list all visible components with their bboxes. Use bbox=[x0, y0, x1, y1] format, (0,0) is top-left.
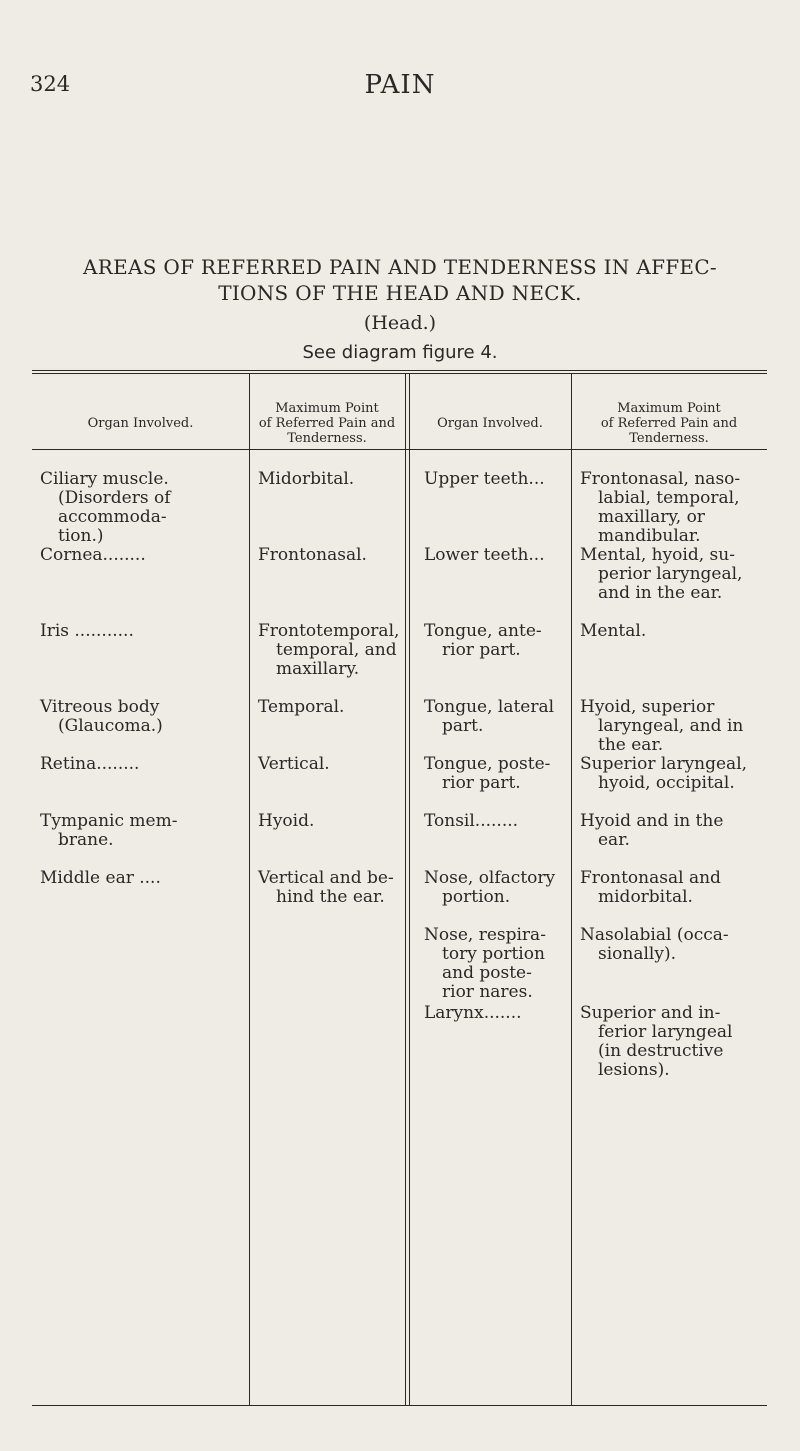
cell-line: rior part. bbox=[442, 773, 521, 793]
header-organ-left-text: Organ Involved. bbox=[87, 416, 194, 431]
left-point-ciliary bbox=[258, 470, 404, 489]
cell-line: and in the ear. bbox=[598, 583, 723, 603]
table-title-line-1: AREAS OF REFERRED PAIN AND TENDERNESS IN AFFEC- bbox=[83, 255, 717, 279]
left-organ-retina bbox=[40, 755, 245, 774]
cell-line: (Disorders of bbox=[58, 488, 171, 508]
right-organ-nose-respiratory bbox=[424, 926, 570, 1002]
left-organ-tympanic bbox=[40, 812, 245, 850]
left-organ-middle-ear bbox=[40, 869, 245, 888]
cell-line: Hyoid, superior bbox=[580, 697, 715, 717]
header-point-left-line: Tenderness. bbox=[287, 431, 367, 446]
cell-line: Midorbital. bbox=[258, 469, 355, 489]
cell-line: (in destructive bbox=[598, 1041, 724, 1061]
left-point-iris bbox=[258, 622, 404, 679]
header-point-right bbox=[571, 401, 767, 446]
cell-line: accommoda- bbox=[58, 507, 167, 527]
cell-line: midorbital. bbox=[598, 887, 693, 907]
cell-line: Upper teeth... bbox=[424, 469, 545, 489]
header-bottom-rule bbox=[32, 449, 767, 450]
cell-line: Vertical and be- bbox=[258, 868, 394, 888]
cell-line: Retina........ bbox=[40, 754, 140, 774]
cell-line: and poste- bbox=[442, 963, 532, 983]
cell-line: portion. bbox=[442, 887, 511, 907]
running-head: PAIN bbox=[364, 70, 436, 100]
cell-line: ear. bbox=[598, 830, 630, 850]
table-bottom-rule bbox=[32, 1405, 767, 1406]
header-point-right-line: of Referred Pain and bbox=[600, 416, 738, 431]
cell-line: (Glaucoma.) bbox=[58, 716, 163, 736]
cell-line: hyoid, occipital. bbox=[598, 773, 735, 793]
cell-line: Tongue, lateral bbox=[424, 697, 555, 717]
cell-line: Vitreous body bbox=[40, 697, 160, 717]
cell-line: tory portion bbox=[442, 944, 545, 964]
right-point-tonsil bbox=[580, 812, 766, 850]
column-divider-2b bbox=[409, 374, 410, 1405]
cell-line: ferior laryngeal bbox=[598, 1022, 733, 1042]
table-title-line-2: TIONS OF THE HEAD AND NECK. bbox=[218, 281, 582, 305]
header-point-right-line: Maximum Point bbox=[617, 401, 721, 416]
figure-reference-note: See diagram figure 4. bbox=[302, 342, 498, 363]
cell-line: Tonsil........ bbox=[424, 811, 519, 831]
cell-line: hind the ear. bbox=[276, 887, 385, 907]
right-organ-larynx bbox=[424, 1004, 570, 1023]
cell-line: rior part. bbox=[442, 640, 521, 660]
left-organ-cornea bbox=[40, 546, 245, 565]
cell-line: Larynx....... bbox=[424, 1003, 522, 1023]
right-organ-nose-olfactory bbox=[424, 869, 570, 907]
left-point-vitreous bbox=[258, 698, 404, 717]
cell-line: Nasolabial (occa- bbox=[580, 925, 729, 945]
cell-line: rior nares. bbox=[442, 982, 533, 1002]
left-point-tympanic bbox=[258, 812, 404, 831]
cell-line: temporal, and bbox=[276, 640, 397, 660]
cell-line: Frontonasal, naso- bbox=[580, 469, 741, 489]
cell-line: maxillary. bbox=[276, 659, 360, 679]
right-point-lower-teeth bbox=[580, 546, 766, 603]
cell-line: Vertical. bbox=[258, 754, 330, 774]
header-point-left-line: Maximum Point bbox=[275, 401, 379, 416]
cell-line: the ear. bbox=[598, 735, 664, 755]
cell-line: brane. bbox=[58, 830, 114, 850]
header-point-left bbox=[249, 401, 405, 446]
right-organ-upper-teeth bbox=[424, 470, 570, 489]
table-subtitle: (Head.) bbox=[363, 312, 437, 334]
header-point-right-line: Tenderness. bbox=[629, 431, 709, 446]
cell-line: Mental. bbox=[580, 621, 647, 641]
cell-line: Mental, hyoid, su- bbox=[580, 545, 735, 565]
table-top-rule bbox=[32, 370, 767, 371]
left-point-retina bbox=[258, 755, 404, 774]
cell-line: Nose, olfactory bbox=[424, 868, 556, 888]
right-point-nose-olfactory bbox=[580, 869, 766, 907]
right-point-larynx bbox=[580, 1004, 766, 1080]
cell-line: perior laryngeal, bbox=[598, 564, 743, 584]
right-organ-tongue-lateral bbox=[424, 698, 570, 736]
cell-line: mandibular. bbox=[598, 526, 701, 546]
right-point-tongue-lateral bbox=[580, 698, 766, 755]
left-organ-vitreous bbox=[40, 698, 245, 736]
cell-line: Tongue, ante- bbox=[424, 621, 542, 641]
cell-line: Tympanic mem- bbox=[40, 811, 178, 831]
cell-line: Cornea........ bbox=[40, 545, 146, 565]
right-point-nose-respiratory bbox=[580, 926, 766, 964]
right-organ-lower-teeth bbox=[424, 546, 570, 565]
header-organ-right-text: Organ Involved. bbox=[437, 416, 543, 431]
left-point-middle-ear bbox=[258, 869, 404, 907]
left-organ-ciliary bbox=[40, 470, 245, 546]
cell-line: Frontotemporal, bbox=[258, 621, 400, 641]
cell-line: laryngeal, and in bbox=[598, 716, 744, 736]
right-point-upper-teeth bbox=[580, 470, 766, 546]
column-divider-2 bbox=[405, 374, 406, 1405]
cell-line: Ciliary muscle. bbox=[40, 469, 169, 489]
cell-line: Iris ........... bbox=[40, 621, 134, 641]
right-point-tongue-posterior bbox=[580, 755, 766, 793]
cell-line: Tongue, poste- bbox=[424, 754, 551, 774]
header-organ-left bbox=[32, 416, 249, 431]
cell-line: sionally). bbox=[598, 944, 676, 964]
header-organ-right bbox=[409, 416, 571, 431]
cell-line: Superior laryngeal, bbox=[580, 754, 748, 774]
cell-line: tion.) bbox=[58, 526, 104, 546]
right-point-tongue-anterior bbox=[580, 622, 766, 641]
table-title bbox=[40, 254, 760, 306]
column-divider-1 bbox=[249, 374, 250, 1405]
table-top-rule-inner bbox=[32, 373, 767, 374]
left-organ-iris bbox=[40, 622, 245, 641]
cell-line: Superior and in- bbox=[580, 1003, 721, 1023]
header-point-left-line: of Referred Pain and bbox=[258, 416, 396, 431]
cell-line: Temporal. bbox=[258, 697, 345, 717]
cell-line: lesions). bbox=[598, 1060, 670, 1080]
cell-line: Lower teeth... bbox=[424, 545, 545, 565]
right-organ-tongue-posterior bbox=[424, 755, 570, 793]
cell-line: maxillary, or bbox=[598, 507, 705, 527]
page-number: 324 bbox=[30, 72, 71, 96]
cell-line: Frontonasal and bbox=[580, 868, 721, 888]
cell-line: Nose, respira- bbox=[424, 925, 546, 945]
column-divider-3 bbox=[571, 374, 572, 1405]
cell-line: part. bbox=[442, 716, 484, 736]
left-point-cornea bbox=[258, 546, 404, 565]
cell-line: Hyoid and in the bbox=[580, 811, 724, 831]
cell-line: Middle ear .... bbox=[40, 868, 161, 888]
right-organ-tonsil bbox=[424, 812, 570, 831]
cell-line: Hyoid. bbox=[258, 811, 315, 831]
right-organ-tongue-anterior bbox=[424, 622, 570, 660]
cell-line: Frontonasal. bbox=[258, 545, 367, 565]
cell-line: labial, temporal, bbox=[598, 488, 740, 508]
